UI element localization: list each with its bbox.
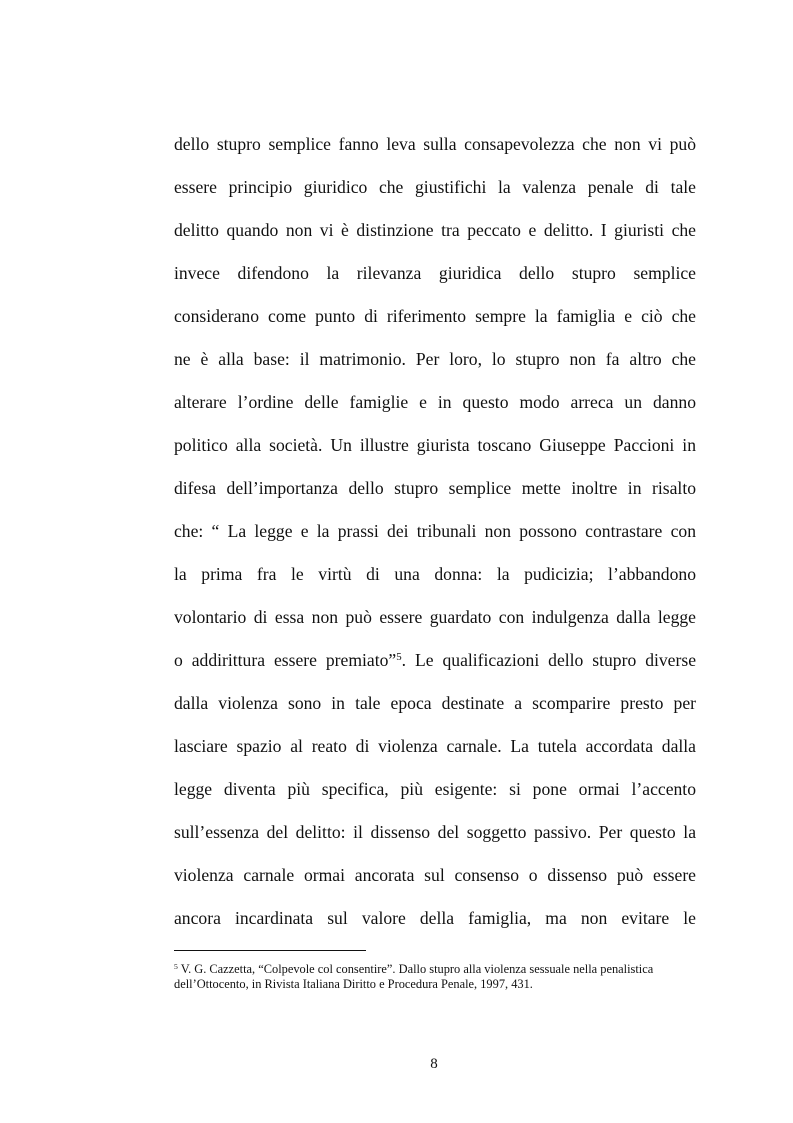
footnote-reference: 5 bbox=[396, 651, 402, 663]
body-line: che: “ La legge e la prassi dei tribunali non possono contrastare con bbox=[174, 521, 696, 541]
body-line-with-footnote-ref bbox=[174, 649, 696, 674]
body-line: sull’essenza del delitto: il dissenso del soggetto passivo. Per questo la bbox=[174, 822, 696, 842]
body-line: lasciare spazio al reato di violenza carnale. La tutela accordata dalla bbox=[174, 736, 696, 756]
footnote-separator bbox=[174, 950, 366, 951]
body-line: delitto quando non vi è distinzione tra peccato e delitto. I giuristi che bbox=[174, 220, 696, 240]
body-line: invece difendono la rilevanza giuridica dello stupro semplice bbox=[174, 263, 696, 283]
body-line: dalla violenza sono in tale epoca destinate a scomparire presto per bbox=[174, 693, 696, 713]
body-line: essere principio giuridico che giustifichi la valenza penale di tale bbox=[174, 177, 696, 197]
footnote-line: dell’Ottocento, in Rivista Italiana Diritto e Procedura Penale, 1997, 431. bbox=[174, 977, 533, 991]
body-line: la prima fra le virtù di una donna: la pudicizia; l’abbandono bbox=[174, 564, 696, 584]
body-line: considerano come punto di riferimento sempre la famiglia e ciò che bbox=[174, 306, 696, 326]
body-line: alterare l’ordine delle famiglie e in questo modo arreca un danno bbox=[174, 392, 696, 412]
page-number: 8 bbox=[430, 1056, 438, 1072]
body-line: dello stupro semplice fanno leva sulla consapevolezza che non vi può bbox=[174, 134, 696, 154]
body-line-part: o addirittura essere premiato” bbox=[174, 650, 397, 670]
footnote-marker: 5 bbox=[174, 961, 178, 971]
body-line: volontario di essa non può essere guardato con indulgenza dalla legge bbox=[174, 607, 696, 627]
body-line: violenza carnale ormai ancorata sul consenso o dissenso può essere bbox=[174, 865, 696, 885]
body-line-part: . Le qualificazioni dello stupro diverse bbox=[401, 650, 697, 670]
body-line: ne è alla base: il matrimonio. Per loro, lo stupro non fa altro che bbox=[174, 349, 696, 369]
body-line: difesa dell’importanza dello stupro semplice mette inoltre in risalto bbox=[174, 478, 696, 498]
body-line: ancora incardinata sul valore della famiglia, ma non evitare le bbox=[174, 908, 696, 928]
footnote-text: V. G. Cazzetta, “Colpevole col consentire”. Dallo stupro alla violenza sessuale nella penalistica bbox=[177, 962, 654, 976]
body-line: politico alla società. Un illustre giurista toscano Giuseppe Paccioni in bbox=[174, 435, 696, 455]
body-line: legge diventa più specifica, più esigente: si pone ormai l’accento bbox=[174, 779, 696, 799]
